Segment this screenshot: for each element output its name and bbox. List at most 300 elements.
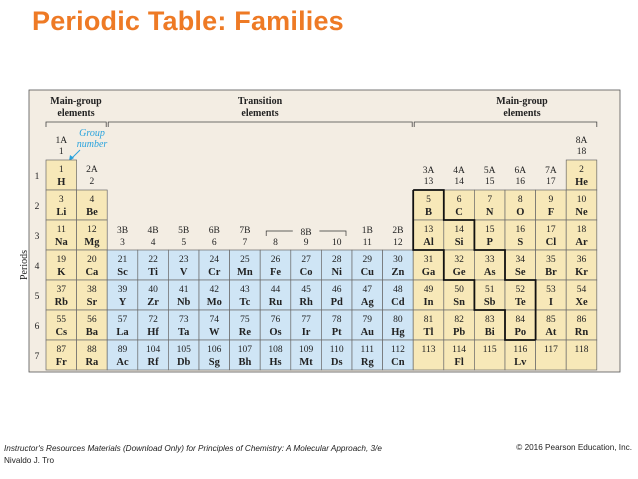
header-main-group-left-sub: elements — [57, 108, 95, 119]
element-symbol: C — [455, 207, 463, 218]
element-cell — [413, 250, 444, 280]
element-number: 9 — [548, 195, 554, 205]
element-number: 53 — [546, 285, 556, 295]
element-cell — [321, 280, 352, 310]
group-label-number: 2 — [89, 177, 95, 187]
element-number: 47 — [362, 285, 373, 295]
element-cell — [536, 250, 567, 280]
element-cell — [291, 250, 322, 280]
element-symbol: O — [516, 207, 525, 218]
element-number: 50 — [454, 285, 464, 295]
element-symbol: Ar — [575, 237, 588, 248]
footer-author: Nivaldo J. Tro — [4, 456, 55, 465]
group-label-letter: 3A — [422, 166, 435, 176]
element-symbol: Mn — [237, 267, 253, 278]
group-label-number: 4 — [150, 238, 156, 248]
element-symbol: Po — [514, 327, 527, 338]
element-number: 109 — [298, 345, 314, 355]
element-symbol: Be — [86, 207, 98, 218]
group-label-number: 18 — [576, 147, 587, 157]
element-symbol: Lv — [514, 357, 527, 368]
element-cell — [413, 310, 444, 340]
element-symbol: Li — [56, 207, 67, 218]
element-cell — [444, 250, 475, 280]
element-cell — [352, 340, 383, 370]
element-symbol: Ge — [452, 267, 466, 278]
element-number: 115 — [482, 345, 497, 355]
element-cell — [566, 250, 597, 280]
element-number: 117 — [543, 345, 558, 355]
element-cell — [474, 250, 505, 280]
element-number: 113 — [421, 345, 436, 355]
element-number: 4 — [89, 195, 95, 205]
element-number: 78 — [331, 315, 342, 325]
element-cell — [168, 340, 199, 370]
element-number: 51 — [484, 285, 495, 295]
element-cell — [230, 310, 261, 340]
element-cell — [46, 250, 77, 280]
element-cell — [566, 340, 597, 370]
element-number: 118 — [574, 345, 589, 355]
element-number: 73 — [178, 315, 189, 325]
element-symbol: Ac — [116, 357, 129, 368]
period-label: 5 — [34, 292, 40, 302]
element-cell — [474, 280, 505, 310]
element-number: 39 — [117, 285, 128, 295]
group-label-letter: 4B — [147, 226, 159, 236]
element-cell — [46, 160, 77, 190]
element-number: 34 — [515, 255, 526, 265]
element-number: 83 — [484, 315, 495, 325]
element-cell — [474, 220, 505, 250]
element-symbol: Se — [515, 267, 526, 278]
element-symbol: Br — [545, 267, 557, 278]
element-number: 25 — [240, 255, 250, 265]
element-number: 14 — [454, 225, 464, 235]
header-transition-sub: elements — [241, 108, 279, 119]
element-symbol: Ra — [85, 357, 99, 368]
element-number: 76 — [270, 315, 281, 325]
period-label: 7 — [34, 352, 40, 362]
element-cell — [505, 280, 536, 310]
group-label-letter: 6A — [514, 166, 527, 176]
element-symbol: In — [423, 297, 434, 308]
element-cell — [383, 280, 414, 310]
element-cell — [138, 250, 169, 280]
element-cell — [536, 280, 567, 310]
element-symbol: Au — [360, 327, 375, 338]
element-symbol: Ga — [421, 267, 436, 278]
element-number: 10 — [576, 195, 587, 205]
element-cell — [474, 190, 505, 220]
element-number: 79 — [362, 315, 373, 325]
element-number: 54 — [576, 285, 587, 295]
element-cell — [77, 250, 108, 280]
element-symbol: Xe — [575, 297, 588, 308]
period-label: 3 — [34, 232, 40, 242]
element-symbol: Rb — [54, 297, 69, 308]
header-main-group-left: Main-group — [50, 96, 102, 107]
header-main-group-right-sub: elements — [503, 108, 541, 119]
element-number: 88 — [87, 345, 97, 355]
period-label: 6 — [34, 322, 40, 332]
group-label-letter: 5B — [178, 226, 190, 236]
element-number: 28 — [331, 255, 342, 265]
group-label-number: 10 — [331, 238, 342, 248]
element-symbol: Y — [118, 297, 127, 308]
element-number: 40 — [148, 285, 158, 295]
element-symbol: Sg — [208, 357, 220, 368]
element-number: 87 — [56, 345, 67, 355]
footer-credit — [4, 443, 382, 467]
element-number: 89 — [117, 345, 128, 355]
element-cell — [291, 340, 322, 370]
element-symbol: Mt — [299, 357, 313, 368]
element-symbol: Ti — [148, 267, 158, 278]
element-number: 49 — [423, 285, 434, 295]
element-symbol: P — [486, 237, 493, 248]
period-label: 4 — [34, 262, 40, 272]
group-label-number: 13 — [423, 177, 434, 187]
element-symbol: Na — [54, 237, 68, 248]
element-cell — [291, 310, 322, 340]
group-label-letter: 2B — [392, 226, 404, 236]
element-cell — [413, 190, 444, 220]
element-symbol: H — [57, 177, 66, 188]
element-cell — [474, 310, 505, 340]
group-label-number: 16 — [515, 177, 526, 187]
header-main-group-right: Main-group — [496, 96, 548, 107]
element-cell — [46, 280, 77, 310]
element-symbol: As — [483, 267, 496, 278]
element-symbol: S — [517, 237, 524, 248]
element-symbol: Ag — [360, 297, 374, 308]
element-number: 11 — [56, 225, 66, 235]
element-cell — [77, 340, 108, 370]
group-label-number: 1 — [58, 147, 64, 157]
element-number: 23 — [178, 255, 189, 265]
element-cell — [46, 340, 77, 370]
element-cell — [383, 340, 414, 370]
element-number: 3 — [58, 195, 64, 205]
element-cell — [260, 250, 291, 280]
element-number: 1 — [58, 165, 64, 175]
element-symbol: Tc — [239, 297, 251, 308]
element-cell — [505, 250, 536, 280]
element-cell — [77, 310, 108, 340]
element-symbol: Bi — [484, 327, 495, 338]
element-symbol: Ru — [268, 297, 283, 308]
element-number: 8 — [517, 195, 523, 205]
element-symbol: Hg — [391, 327, 405, 338]
group-label-number: 7 — [242, 238, 248, 248]
element-symbol: Si — [454, 237, 464, 248]
element-number: 42 — [209, 285, 220, 295]
group-label-number: 6 — [211, 238, 217, 248]
element-number: 80 — [393, 315, 403, 325]
group-label-letter: 3B — [116, 226, 129, 236]
element-cell — [321, 250, 352, 280]
element-symbol: I — [548, 297, 553, 308]
element-symbol: Sr — [86, 297, 98, 308]
element-number: 19 — [56, 255, 67, 265]
element-symbol: Pb — [452, 327, 466, 338]
element-number: 12 — [87, 225, 97, 235]
element-number: 24 — [209, 255, 220, 265]
element-number: 57 — [117, 315, 128, 325]
element-cell — [138, 340, 169, 370]
element-cell — [77, 280, 108, 310]
element-number: 41 — [178, 285, 189, 295]
element-cell — [321, 340, 352, 370]
group-label-number: 11 — [362, 238, 372, 248]
element-symbol: Zr — [147, 297, 159, 308]
element-symbol: Mo — [206, 297, 222, 308]
group-label-letter: 6B — [208, 226, 220, 236]
element-cell — [199, 280, 230, 310]
element-symbol: Fe — [269, 267, 282, 278]
element-symbol: Ba — [85, 327, 99, 338]
element-cell — [77, 190, 108, 220]
element-cell — [352, 250, 383, 280]
element-cell — [413, 280, 444, 310]
element-cell — [505, 340, 536, 370]
element-number: 74 — [209, 315, 220, 325]
element-number: 46 — [331, 285, 342, 295]
group-label-number: 5 — [181, 238, 187, 248]
element-number: 43 — [240, 285, 250, 295]
element-symbol: Ds — [330, 357, 343, 368]
element-number: 56 — [87, 315, 97, 325]
element-number: 108 — [268, 345, 283, 355]
element-symbol: Fr — [55, 357, 67, 368]
element-symbol: La — [116, 327, 129, 338]
element-number: 36 — [576, 255, 587, 265]
element-cell — [566, 160, 597, 190]
element-cell — [260, 310, 291, 340]
element-cell — [46, 220, 77, 250]
element-number: 106 — [207, 345, 222, 355]
group-label-number: 14 — [454, 177, 464, 187]
element-symbol: Cr — [208, 267, 221, 278]
element-symbol: Sc — [117, 267, 128, 278]
element-symbol: Al — [423, 237, 434, 248]
element-cell — [168, 310, 199, 340]
element-symbol: Rf — [147, 357, 159, 368]
slide-title: Periodic Table: Families — [32, 6, 344, 36]
element-cell — [505, 190, 536, 220]
element-symbol: Zn — [391, 267, 405, 278]
element-symbol: Cn — [391, 357, 405, 368]
element-symbol: Ca — [85, 267, 99, 278]
element-symbol: Tl — [423, 327, 434, 338]
element-symbol: Db — [176, 357, 191, 368]
element-number: 107 — [237, 345, 253, 355]
element-symbol: F — [547, 207, 555, 218]
element-cell — [107, 340, 138, 370]
element-cell — [199, 310, 230, 340]
element-number: 37 — [56, 285, 67, 295]
group-label-letter: 7A — [545, 166, 557, 176]
element-cell — [107, 280, 138, 310]
group-label-letter: 7B — [239, 226, 251, 236]
element-cell — [230, 340, 261, 370]
element-number: 112 — [390, 345, 405, 355]
group-label-letter: 2A — [86, 165, 98, 175]
element-number: 22 — [148, 255, 158, 265]
element-cell — [536, 190, 567, 220]
element-cell — [536, 310, 567, 340]
element-cell — [46, 310, 77, 340]
element-symbol: Sn — [453, 297, 465, 308]
element-cell — [168, 250, 199, 280]
element-number: 17 — [546, 225, 556, 235]
element-symbol: Fl — [454, 357, 464, 368]
element-number: 105 — [176, 345, 191, 355]
element-symbol: Sb — [483, 297, 496, 308]
element-number: 85 — [546, 315, 556, 325]
element-cell — [444, 280, 475, 310]
element-symbol: N — [485, 207, 494, 218]
element-symbol: Ne — [575, 207, 588, 218]
element-number: 72 — [148, 315, 158, 325]
element-symbol: W — [209, 327, 220, 338]
element-cell — [536, 220, 567, 250]
element-symbol: Cs — [55, 327, 68, 338]
element-cell — [444, 190, 475, 220]
element-number: 15 — [484, 225, 495, 235]
element-number: 116 — [513, 345, 528, 355]
element-number: 55 — [56, 315, 67, 325]
group-label-number: 9 — [303, 238, 309, 248]
group-label-letter: 8A — [575, 136, 588, 146]
element-symbol: He — [575, 177, 588, 188]
element-cell — [138, 310, 169, 340]
element-symbol: V — [179, 267, 188, 278]
element-cell — [444, 220, 475, 250]
element-number: 86 — [576, 315, 587, 325]
element-symbol: Pd — [330, 297, 343, 308]
element-symbol: K — [57, 267, 66, 278]
group-label-number: 15 — [484, 177, 495, 187]
element-cell — [230, 280, 261, 310]
element-number: 26 — [270, 255, 281, 265]
element-number: 2 — [579, 165, 584, 175]
element-number: 35 — [546, 255, 556, 265]
element-cell — [260, 280, 291, 310]
element-cell — [352, 310, 383, 340]
element-symbol: Os — [269, 327, 282, 338]
element-symbol: Hs — [269, 357, 282, 368]
period-label: 1 — [34, 172, 40, 182]
element-cell — [168, 280, 199, 310]
element-cell — [413, 340, 444, 370]
element-cell — [505, 310, 536, 340]
element-symbol: Ta — [178, 327, 190, 338]
element-cell — [199, 250, 230, 280]
element-number: 30 — [393, 255, 403, 265]
element-number: 44 — [270, 285, 281, 295]
element-number: 33 — [484, 255, 495, 265]
element-number: 6 — [456, 195, 462, 205]
header-transition: Transition — [237, 96, 283, 107]
group-label-number: 12 — [393, 238, 403, 248]
element-cell — [383, 310, 414, 340]
periods-axis-label: Periods — [19, 250, 30, 280]
element-symbol: Cl — [545, 237, 557, 248]
element-symbol: Co — [299, 267, 313, 278]
element-number: 18 — [576, 225, 587, 235]
element-number: 45 — [301, 285, 311, 295]
element-number: 52 — [515, 285, 526, 295]
group-label-letter: 1A — [55, 136, 68, 146]
element-symbol: Bh — [238, 357, 252, 368]
element-cell — [321, 310, 352, 340]
element-symbol: Te — [514, 297, 526, 308]
element-number: 110 — [329, 345, 344, 355]
element-symbol: Kr — [575, 267, 588, 278]
element-number: 31 — [423, 255, 434, 265]
group-label-number: 17 — [546, 177, 556, 187]
element-number: 27 — [301, 255, 311, 265]
element-cell — [536, 340, 567, 370]
element-cell — [199, 340, 230, 370]
element-cell — [107, 310, 138, 340]
element-number: 104 — [145, 345, 161, 355]
element-number: 75 — [240, 315, 250, 325]
group-number-callout: Group — [79, 128, 105, 139]
element-number: 48 — [393, 285, 403, 295]
element-number: 38 — [87, 285, 97, 295]
element-cell — [77, 220, 108, 250]
element-symbol: Pt — [331, 327, 342, 338]
element-cell — [444, 310, 475, 340]
element-cell — [260, 340, 291, 370]
element-cell — [107, 250, 138, 280]
group-label-letter: 4A — [453, 166, 465, 176]
group-label-number: 3 — [120, 238, 125, 248]
element-cell — [138, 280, 169, 310]
element-symbol: B — [424, 207, 433, 218]
element-cell — [291, 280, 322, 310]
element-symbol: Cd — [391, 297, 405, 308]
element-cell — [566, 190, 597, 220]
element-number: 32 — [454, 255, 464, 265]
footer-credit-text: Instructor's Resources Materials (Download Only) for Principles of Chemistry: A Molecular Approach, 3/e — [4, 444, 382, 453]
element-symbol: Rh — [299, 297, 313, 308]
element-number: 84 — [515, 315, 526, 325]
element-cell — [505, 220, 536, 250]
element-cell — [474, 340, 505, 370]
element-cell — [46, 190, 77, 220]
element-symbol: Mg — [84, 237, 100, 248]
element-number: 29 — [362, 255, 373, 265]
element-symbol: Hf — [147, 327, 159, 338]
element-number: 111 — [360, 345, 375, 355]
group-label-8b: 8B — [300, 228, 312, 238]
group-label-letter: 5A — [483, 166, 496, 176]
element-number: 20 — [87, 255, 97, 265]
element-number: 114 — [452, 345, 467, 355]
group-label-number: 8 — [273, 238, 278, 248]
element-symbol: At — [545, 327, 557, 338]
element-cell — [566, 220, 597, 250]
footer-copyright: © 2016 Pearson Education, Inc. — [516, 443, 632, 452]
element-number: 21 — [117, 255, 128, 265]
element-cell — [230, 250, 261, 280]
element-cell — [413, 220, 444, 250]
element-symbol: Cu — [360, 267, 375, 278]
